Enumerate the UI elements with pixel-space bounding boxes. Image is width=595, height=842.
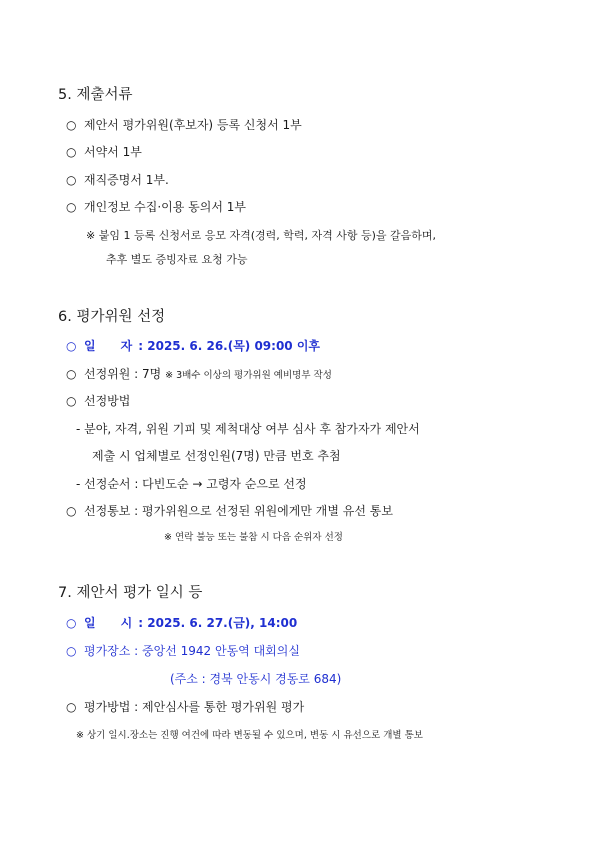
- bullet-symbol: ○: [66, 700, 77, 714]
- list-item-text: 제안서 평가위원(후보자) 등록 신청서 1부: [84, 118, 302, 132]
- date-label: 일 자: [84, 339, 133, 353]
- bullet-symbol: ○: [66, 504, 77, 518]
- place-text: 평가장소 : 중앙선 1942 안동역 대회의실: [84, 644, 300, 658]
- method-text: 제출 시 업체별로 선정인원(7명) 만큼 번호 추첨: [92, 449, 341, 463]
- selection-members: [66, 366, 332, 384]
- date-value: : 2025. 6. 26.(목) 09:00 이후: [138, 339, 321, 353]
- list-item-text: 서약서 1부: [84, 145, 142, 159]
- list-item-text: 재직증명서 1부.: [84, 173, 169, 187]
- selection-notice: [66, 503, 393, 519]
- list-item: [66, 144, 142, 160]
- note-text: ※ 붙임 1 등록 신청서로 응모 자격(경력, 학력, 자격 사항 등)을 갈음하며,: [86, 229, 437, 242]
- method-text: 평가방법 : 제안심사를 통한 평가위원 평가: [84, 700, 305, 714]
- evaluation-place: [66, 643, 300, 659]
- selection-note: ※ 3배수 이상의 평가위원 예비명부 작성: [165, 370, 332, 381]
- method-label: 선정방법: [84, 394, 131, 408]
- section-5-title: 5. 제출서류: [58, 87, 133, 103]
- method-text: - 분야, 자격, 위원 기피 및 제척대상 여부 심사 후 참가자가 제안서: [76, 422, 420, 436]
- list-item: [66, 199, 246, 215]
- list-item: [66, 117, 302, 133]
- bullet-symbol: ○: [66, 145, 77, 159]
- bullet-symbol: ○: [66, 367, 77, 381]
- list-item-text: 개인정보 수집·이용 동의서 1부: [84, 200, 246, 214]
- bullet-symbol: ○: [66, 118, 77, 132]
- section-6-title: 6. 평가위원 선정: [58, 309, 166, 325]
- selection-label: 선정위원 : 7명: [84, 367, 162, 381]
- list-item: [66, 172, 169, 188]
- evaluation-method: [66, 699, 304, 715]
- evaluation-address: (주소 : 경북 안동시 경동로 684): [170, 672, 342, 686]
- bullet-symbol: ○: [66, 339, 77, 353]
- bullet-symbol: ○: [66, 616, 77, 630]
- notice-note: ※ 연락 불능 또는 불참 시 다음 순위자 선정: [164, 532, 343, 543]
- bullet-symbol: ○: [66, 394, 77, 408]
- selection-method: [66, 393, 130, 409]
- evaluation-note: ※ 상기 일시.장소는 진행 여건에 따라 변동될 수 있으며, 변동 시 유선으로 개별 통보: [76, 730, 423, 741]
- selection-date: [66, 338, 320, 354]
- note-text: 추후 별도 증빙자료 요청 가능: [106, 253, 248, 266]
- datetime-value: : 2025. 6. 27.(금), 14:00: [138, 616, 298, 630]
- section-7-title: 7. 제안서 평가 일시 등: [58, 585, 203, 601]
- bullet-symbol: ○: [66, 644, 77, 658]
- evaluation-datetime: [66, 615, 297, 631]
- datetime-label: 일 시: [84, 616, 133, 630]
- selection-order: - 선정순서 : 다빈도순 → 고령자 순으로 선정: [76, 477, 307, 491]
- bullet-symbol: ○: [66, 200, 77, 214]
- bullet-symbol: ○: [66, 173, 77, 187]
- notice-text: 선정통보 : 평가위원으로 선정된 위원에게만 개별 유선 통보: [84, 504, 393, 518]
